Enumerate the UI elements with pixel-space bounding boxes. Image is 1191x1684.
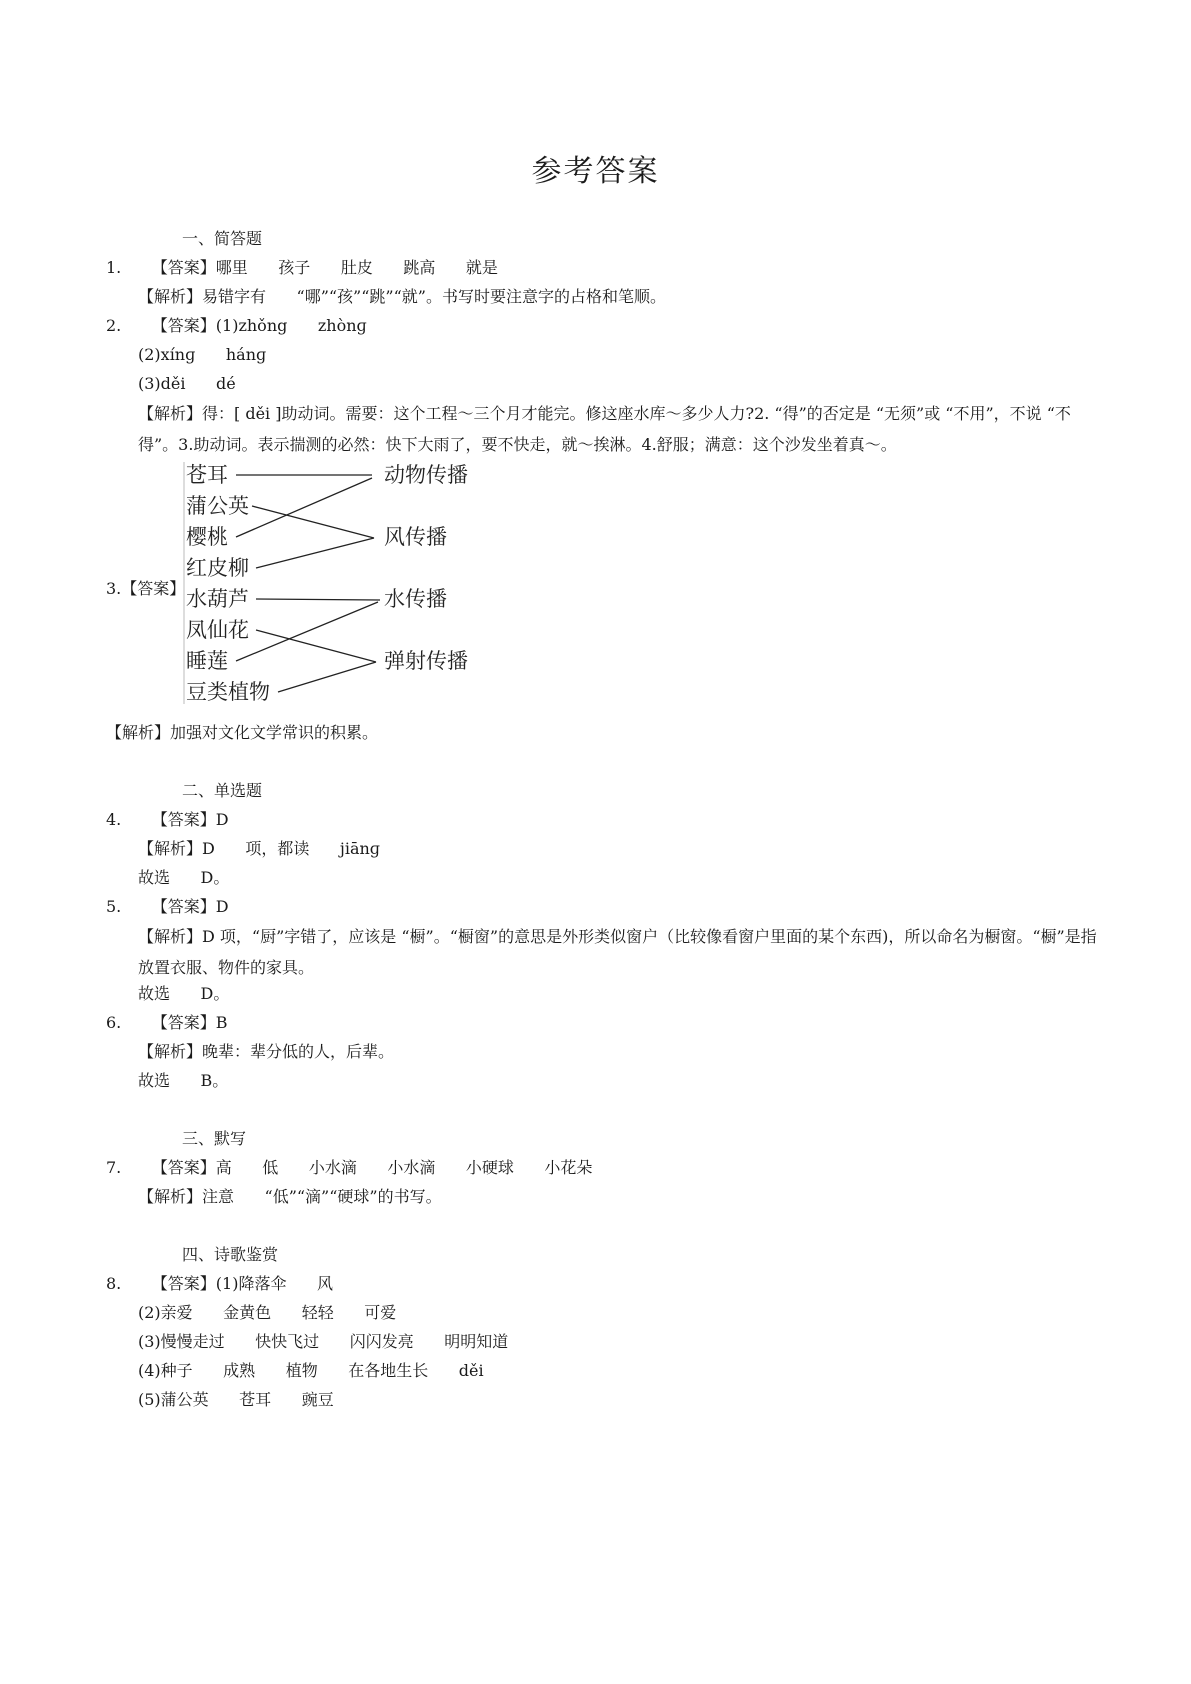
section-heading: 三、默写 [182,1129,247,1148]
right-item: 弹射传播 [384,649,468,673]
q7-explanation: 【解析】注意 “低”“滴”“硬球”的书写。 [138,1187,442,1206]
q8-answer-line-5: (5)蒲公英 苍耳 豌豆 [138,1390,334,1409]
left-item: 豆类植物 [186,680,270,704]
q3-explanation: 【解析】加强对文化文学常识的积累。 [106,723,379,742]
right-item: 水传播 [384,587,447,611]
section-heading: 四、诗歌鉴赏 [182,1245,279,1264]
left-item: 睡莲 [186,649,228,673]
q8-answer-line-3: (3)慢慢走过 快快飞过 闪闪发亮 明明知道 [138,1332,509,1351]
q1-answer: 1. 【答案】哪里 孩子 肚皮 跳高 就是 [106,258,498,277]
matching-diagram [178,458,488,708]
q2-answer: 2. 【答案】(1)zhǒng zhònɡ [106,316,367,335]
q5-explanation: 【解析】D 项，“厨”字错了，应该是 “橱”。“橱窗”的意思是外形类似窗户（比较像看窗户里面的某个东西)，所以命名为橱窗。“橱”是指放置衣服、物件的家具。 [138,927,1097,977]
section-heading: 二、单选题 [182,781,263,800]
match-line [256,538,374,568]
section-heading: 一、简答题 [182,229,263,248]
match-line [256,599,380,600]
q2-answer-line-2: (2)xínɡ hánɡ [138,345,267,364]
q4-answer: 4. 【答案】D [106,810,229,829]
q6-answer: 6. 【答案】B [106,1013,228,1032]
q1-explanation: 【解析】易错字有 “哪”“孩”“跳”“就”。书写时要注意字的占格和笔顺。 [138,287,666,306]
q7-answer: 7. 【答案】高 低 小水滴 小水滴 小硬球 小花朵 [106,1158,593,1177]
match-line [256,630,376,662]
q3-answer-label: 3.【答案】 [106,579,186,598]
right-item: 风传播 [384,525,447,549]
q4-selection: 故选 D。 [138,868,230,887]
q8-answer: 8. 【答案】(1)降落伞 风 [106,1274,333,1293]
left-item: 红皮柳 [186,556,249,580]
match-line [278,662,376,692]
left-item: 蒲公英 [186,494,249,518]
q8-answer-line-4: (4)种子 成熟 植物 在各地生长 děi [138,1361,484,1380]
q4-explanation: 【解析】D 项，都读 jiānɡ [138,839,381,858]
q2-answer-line-3: (3)děi dé [138,374,236,393]
q8-answer-line-2: (2)亲爱 金黄色 轻轻 可爱 [138,1303,397,1322]
left-item: 樱桃 [186,525,228,549]
page-title: 参考答案 [531,154,660,189]
q6-explanation: 【解析】晚辈：辈分低的人，后辈。 [138,1042,395,1061]
left-item: 水葫芦 [186,587,249,611]
q2-explanation: 【解析】得：[ děi ]助动词。需要：这个工程～三个月才能完。修这座水库～多少人力?2. “得”的否定是 “无须”或 “不用”，不说 “不得”。3.助动词。表示揣测的必然：快下大雨了，要不快走，就～挨淋。4.舒服；满意：这个沙发坐着真～。 [138,404,1071,454]
q5-selection: 故选 D。 [138,984,230,1003]
right-item: 动物传播 [384,463,468,487]
q6-selection: 故选 B。 [138,1071,229,1090]
q5-answer: 5. 【答案】D [106,897,229,916]
left-item: 凤仙花 [186,618,249,642]
match-line [236,602,378,661]
left-item: 苍耳 [186,463,228,487]
